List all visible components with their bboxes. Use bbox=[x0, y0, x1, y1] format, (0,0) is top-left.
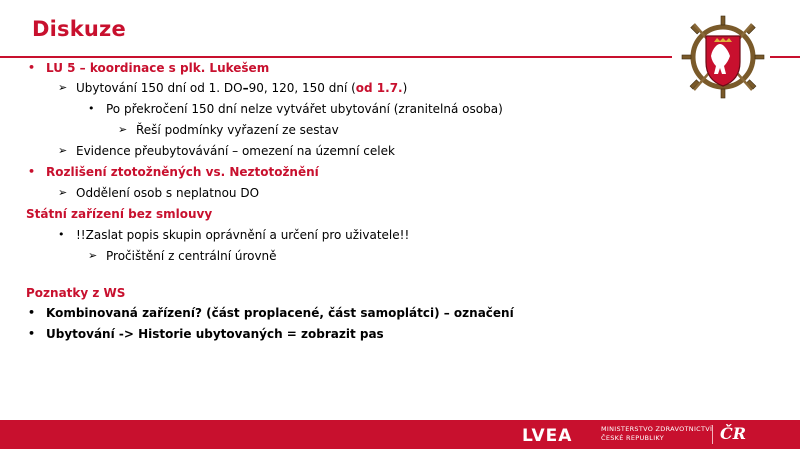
bullet-icon: • bbox=[28, 165, 36, 178]
list-item-text: 90, 120, 150 dní ( bbox=[248, 81, 356, 95]
arrow-bullet-icon: ➢ bbox=[58, 81, 68, 94]
arrow-bullet-icon: ➢ bbox=[118, 123, 128, 136]
bullet-icon: • bbox=[28, 327, 36, 340]
bullet-icon: • bbox=[28, 61, 36, 74]
list-item bbox=[58, 79, 407, 97]
footer-bar bbox=[0, 420, 800, 449]
highlight-date: od 1.7. bbox=[355, 81, 403, 95]
arrow-bullet-icon: ➢ bbox=[58, 186, 68, 199]
list-item bbox=[28, 59, 269, 77]
list-item-text: Evidence přeubytovávání – omezení na územní celek bbox=[76, 144, 395, 158]
list-item bbox=[28, 304, 514, 322]
section-heading bbox=[26, 205, 212, 223]
list-item-text: Ubytování -> Historie ubytovaných = zobrazit pas bbox=[46, 327, 384, 341]
ministry-line-1: MINISTERSTVO ZDRAVOTNICTVÍ bbox=[601, 425, 713, 433]
list-item bbox=[58, 226, 409, 244]
list-item bbox=[88, 100, 503, 118]
section-heading-text: Poznatky z WS bbox=[26, 286, 126, 300]
ministry-line-2: ČESKÉ REPUBLIKY bbox=[601, 434, 665, 442]
lvea-logo bbox=[522, 426, 592, 444]
list-item-text: ) bbox=[402, 81, 408, 95]
list-item-text-dash: – bbox=[242, 81, 249, 95]
arrow-bullet-icon: ➢ bbox=[58, 144, 68, 157]
lvea-logo-text: LVEA bbox=[522, 426, 573, 444]
arrow-bullet-icon: ➢ bbox=[88, 249, 98, 262]
list-item-text: !!Zaslat popis skupin oprávnění a určení pro uživatele!! bbox=[76, 228, 410, 242]
list-item-text: Pročištění z centrální úrovně bbox=[106, 249, 277, 263]
ministry-label bbox=[601, 425, 712, 443]
list-item-text: Oddělení osob s neplatnou DO bbox=[76, 186, 260, 200]
section-heading-text: Státní zařízení bez smlouvy bbox=[26, 207, 213, 221]
list-item bbox=[58, 184, 259, 202]
list-item-text: Po překročení 150 dní nelze vytvářet ubytování (zranitelná osoba) bbox=[106, 102, 503, 116]
footer-divider bbox=[712, 425, 713, 444]
title-divider bbox=[0, 56, 672, 58]
bullet-icon: • bbox=[28, 306, 36, 319]
army-emblem-icon bbox=[680, 12, 766, 102]
slide-title: Diskuze bbox=[32, 17, 126, 41]
list-item bbox=[88, 247, 277, 265]
section-heading bbox=[26, 284, 125, 302]
bullet-icon: • bbox=[58, 228, 65, 241]
list-item-text: LU 5 – koordinace s plk. Lukešem bbox=[46, 61, 270, 75]
list-item-text: Ubytování 150 dní od 1. DO bbox=[76, 81, 243, 95]
list-item-text: Rozlišení ztotožněných vs. Neztotožnění bbox=[46, 165, 319, 179]
list-item-text: Kombinovaná zařízení? (část proplacené, část samoplátci) – označení bbox=[46, 306, 514, 320]
cr-logo: ČR bbox=[720, 424, 747, 443]
bullet-icon: • bbox=[88, 102, 95, 115]
title-divider-right bbox=[770, 56, 800, 58]
list-item bbox=[28, 163, 319, 181]
list-item-text: Řeší podmínky vyřazení ze sestav bbox=[136, 123, 339, 137]
list-item bbox=[58, 142, 395, 160]
list-item bbox=[28, 325, 384, 343]
list-item bbox=[118, 121, 339, 139]
